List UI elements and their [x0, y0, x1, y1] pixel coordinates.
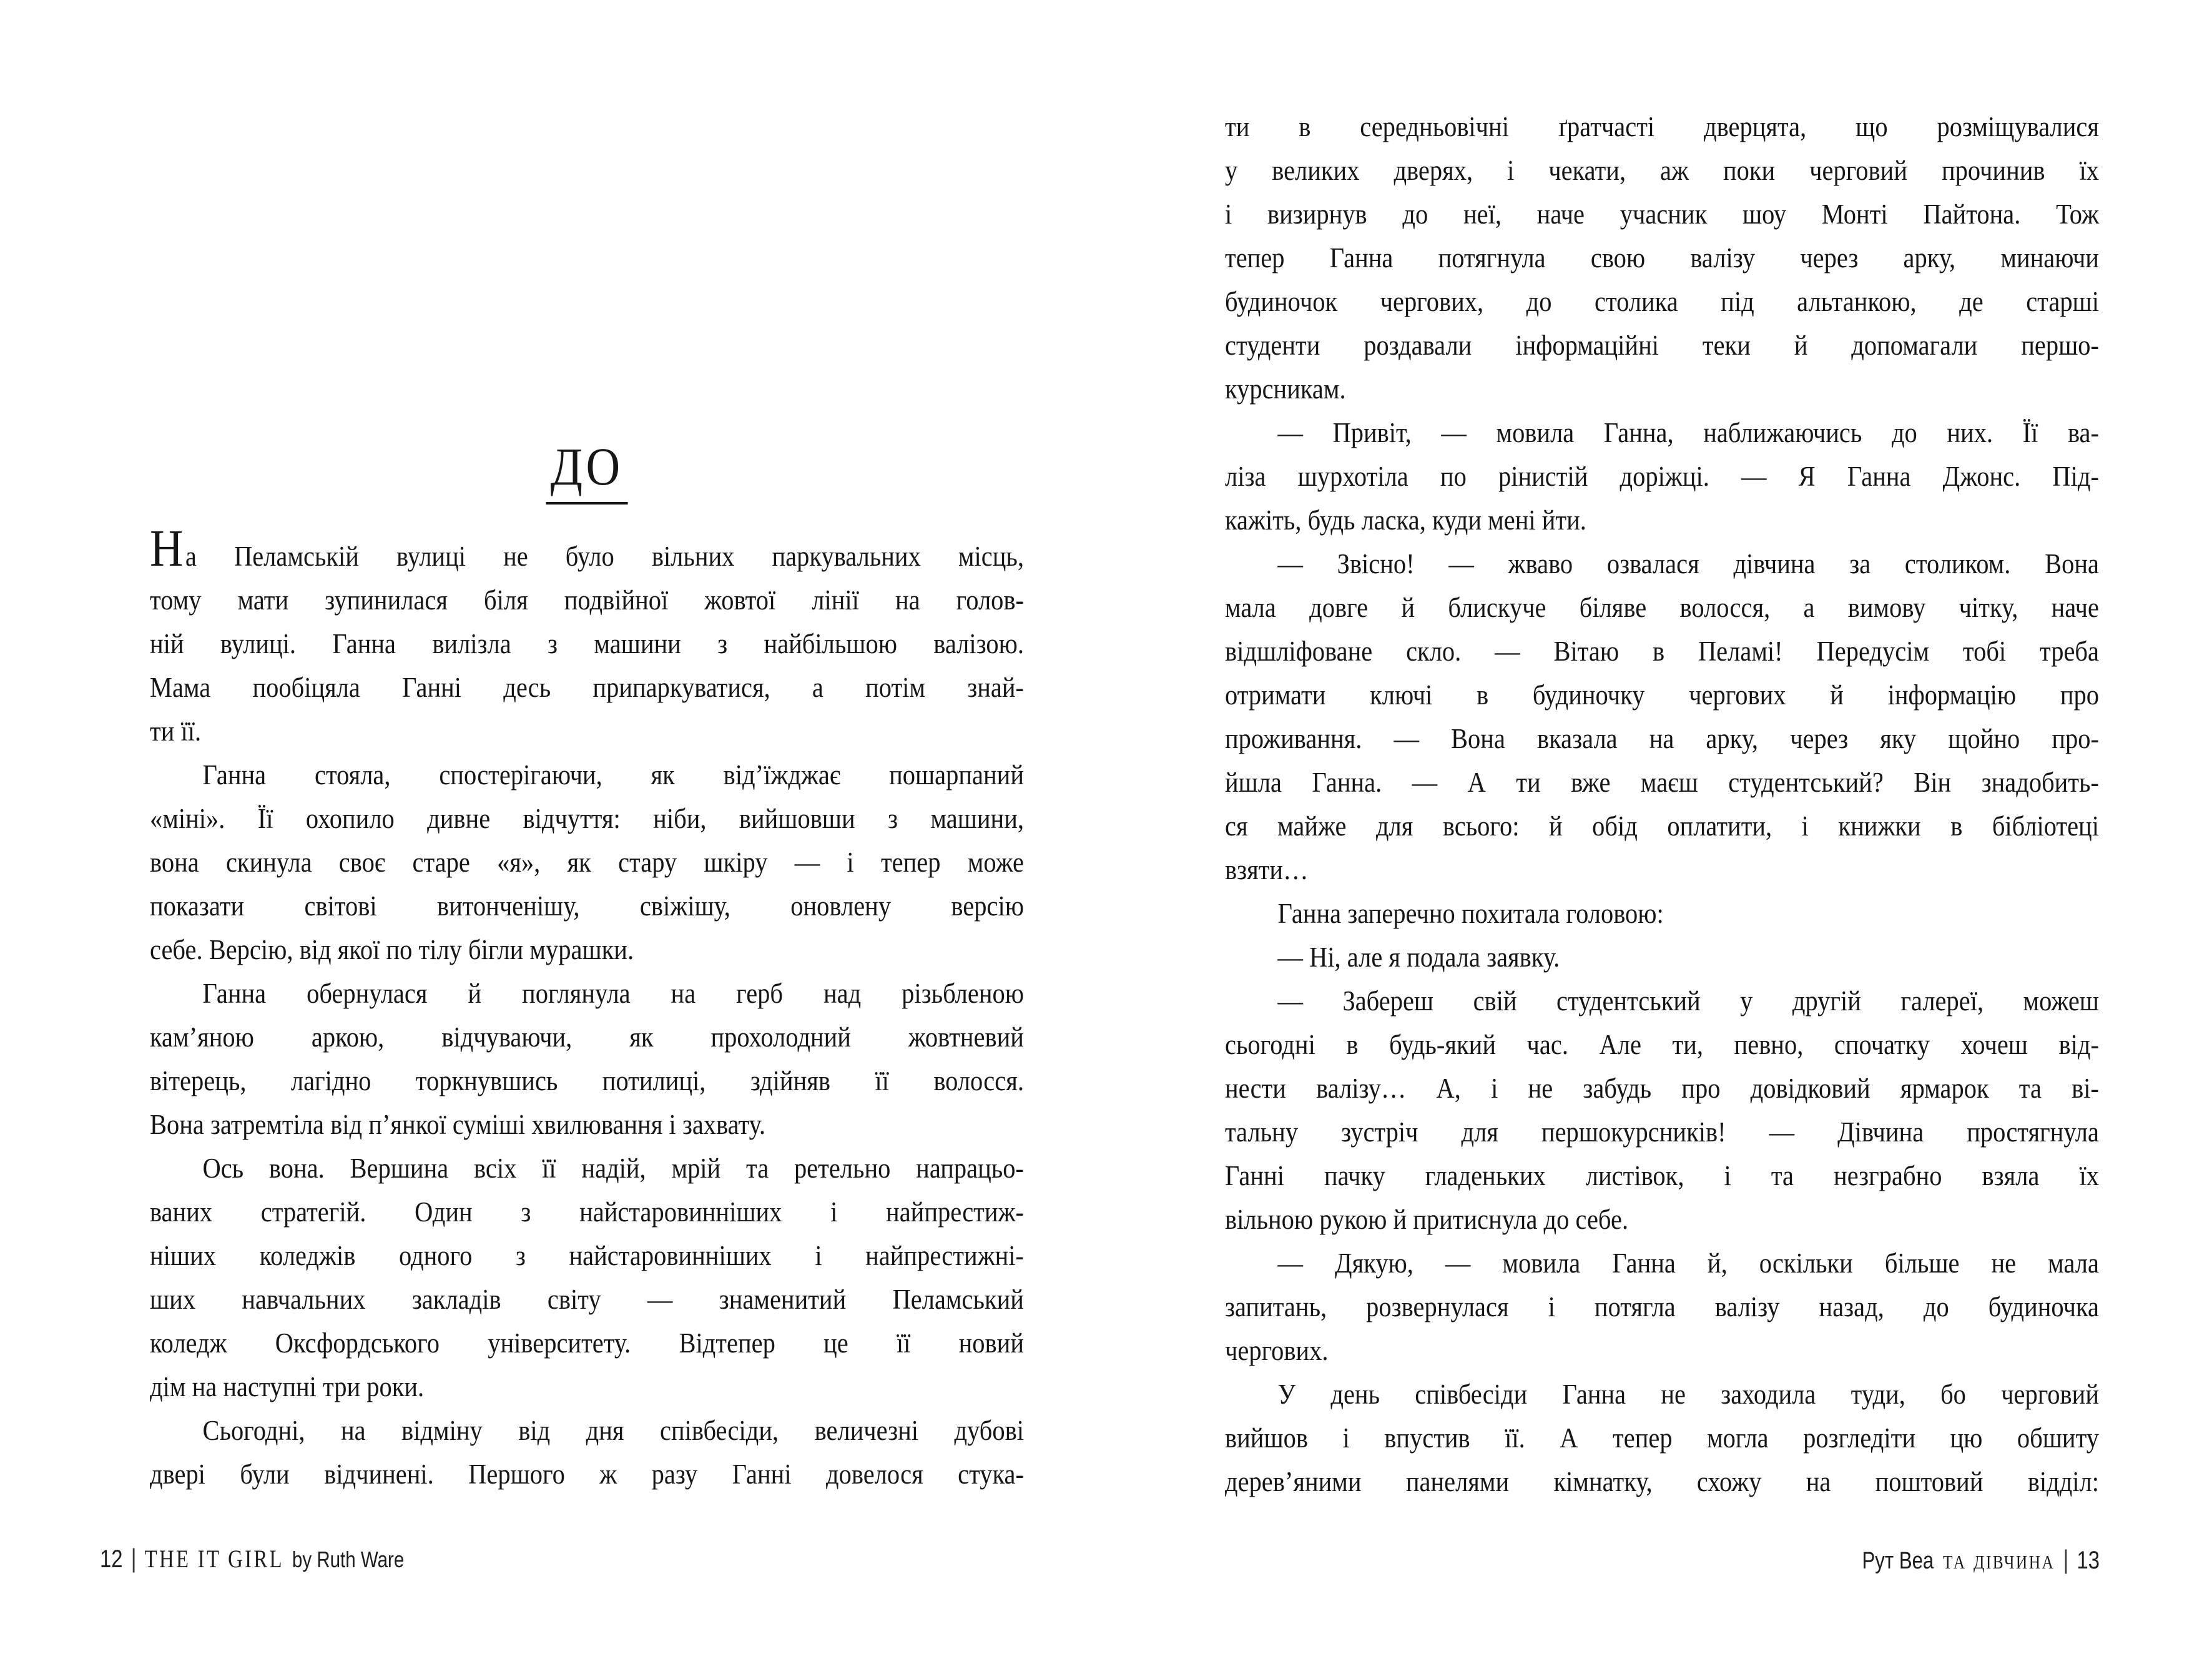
text-line: вітерець, лагідно торкнувшись потилиці, здійняв її волосся. — [150, 1065, 1024, 1096]
text-line: Сьогодні, на відміну від дня співбесіди, величезні дубові — [202, 1414, 1024, 1446]
text-line: студенти роздавали інформаційні теки й допомагали першо- — [1225, 329, 2099, 361]
text-line: Ганна обернулася й поглянула на герб над різьбленою — [202, 977, 1024, 1009]
paragraph — [1225, 542, 2099, 892]
text-line: запитань, розвернулася і потягла валізу назад, до будиночка — [1225, 1291, 2099, 1322]
text-line: дерев’яними панелями кімнатку, схожу на поштовий відділ: — [1225, 1465, 2099, 1497]
text-line: — Дякую, — мовила Ганна й, оскільки більше не мала — [1277, 1247, 2099, 1279]
text-line: На Пеламській вулиці не було вільних паркувальних місць, — [150, 519, 1024, 578]
text-line: вона скинула своє старе «я», як стару шкіру — і тепер може — [150, 846, 1024, 878]
text-line: дім на наступні три роки. — [150, 1371, 425, 1402]
paragraph — [150, 1146, 1024, 1409]
text-line: — Забереш свій студентський у другій галереї, можеш — [1277, 985, 2099, 1017]
text-line: взяти… — [1225, 854, 1309, 885]
text-line: Ганна заперечно похитала головою: — [1277, 897, 1664, 929]
paragraph — [1225, 979, 2099, 1241]
text-line: отримати ключі в будиночку чергових й інформацію про — [1225, 679, 2099, 711]
paragraph — [1225, 105, 2099, 411]
paragraph — [150, 519, 1024, 753]
text-line: ти її. — [150, 715, 202, 747]
text-line: — Привіт, — мовила Ганна, наближаючись до них. Її ва- — [1277, 416, 2099, 448]
text-line: у великих дверях, і чекати, аж поки черговий прочинив їх — [1225, 154, 2099, 186]
text-line: ніших коледжів одного з найстаровинніших і найпрестижні- — [150, 1239, 1024, 1271]
text-line: У день співбесіди Ганна не заходила туди, бо черговий — [1277, 1378, 2099, 1410]
footer-separator: | — [130, 1543, 137, 1573]
footer-separator: | — [2063, 1545, 2069, 1574]
text-line: ваних стратегій. Один з найстаровинніших і найпрестиж- — [150, 1196, 1024, 1228]
text-line: — Звісно! — жваво озвалася дівчина за столиком. Вона — [1277, 548, 2099, 579]
text-line: себе. Версію, від якої по тілу бігли мурашки. — [150, 933, 634, 965]
paragraph — [1225, 411, 2099, 542]
text-line: будиночок чергових, до столика під альтанкою, де старші — [1225, 285, 2099, 317]
byline: by Ruth Ware — [292, 1547, 405, 1572]
text-line: вийшов і впустив її. А тепер могла розгледіти цю обшиту — [1225, 1422, 2099, 1454]
text-line: коледж Оксфордського університету. Відтепер це її новий — [150, 1327, 1024, 1359]
text-line: Ганна стояла, спостерігаючи, як від’їжджає пошарпаний — [202, 759, 1024, 790]
text-line: двері були відчинені. Першого ж разу Ганні довелося стука- — [150, 1458, 1024, 1490]
text-line: Ганні пачку гладеньких листівок, і та незграбно взяла їх — [1225, 1159, 2099, 1191]
paragraph — [1225, 892, 2099, 935]
page-right-content — [1225, 105, 2099, 1504]
page-left — [150, 431, 1024, 1496]
footer-right — [1862, 1543, 2100, 1575]
text-line: тому мати зупинилася біля подвійної жовтої лінії на голов- — [150, 584, 1024, 616]
text-line: сьогодні в будь-який час. Але ти, певно, спочатку хочеш від- — [1225, 1028, 2099, 1060]
text-line: йшла Ганна. — А ти вже маєш студентський? Він знадобить- — [1225, 766, 2099, 798]
paragraph — [1225, 1372, 2099, 1504]
text-line: показати світові витонченішу, свіжішу, оновлену версію — [150, 890, 1024, 922]
text-line: курсникам. — [1225, 373, 1346, 405]
text-line: чергових. — [1225, 1334, 1329, 1366]
text-line: ній вулиці. Ганна вилізла з машини з найбільшою валізою. — [150, 628, 1024, 659]
page-right-text — [1225, 105, 2099, 1504]
text-line: кажіть, будь ласка, куди мені йти. — [1225, 504, 1586, 536]
page-right — [1225, 105, 2099, 1504]
paragraph — [1225, 935, 2099, 979]
text-line: ти в середньовічні ґратчасті дверцята, що розміщувалися — [1225, 111, 2099, 142]
running-title: та дівчина — [1942, 1544, 2055, 1575]
text-line: ся майже для всього: й обід оплатити, і книжки в бібліотеці — [1225, 810, 2099, 842]
text-line: ліза шурхотіла по рінистій доріжці. — Я Ганна Джонс. Під- — [1225, 460, 2099, 492]
raised-cap: Н — [150, 519, 185, 578]
page-number: 13 — [2077, 1547, 2100, 1574]
chapter-heading: ДО — [546, 440, 628, 505]
text-line: «міні». Її охопило дивне відчуття: ніби, вийшовши з машини, — [150, 802, 1024, 834]
paragraph — [150, 1409, 1024, 1496]
author-name: Рут Веа — [1862, 1548, 1934, 1574]
page-left-text — [150, 519, 1024, 1496]
footer-left — [100, 1543, 404, 1573]
page-number: 12 — [100, 1545, 123, 1573]
chapter-heading-wrap — [150, 436, 1024, 505]
text-line: відшліфоване скло. — Вітаю в Пеламі! Передусім тобі треба — [1225, 635, 2099, 667]
text-line: вільною рукою й притиснула до себе. — [1225, 1203, 1629, 1235]
text-line: ших навчальних закладів світу — знаменитий Пеламський — [150, 1283, 1024, 1315]
text-line: тепер Ганна потягнула свою валізу через арку, минаючи — [1225, 242, 2099, 273]
text-line: Вона затремтіла від п’янкої суміші хвилювання і захвату. — [150, 1108, 765, 1140]
text-line: нести валізу… А, і не забудь про довідковий ярмарок та ві- — [1225, 1072, 2099, 1104]
text-line: тальну зустріч для першокурсників! — Дівчина простягнула — [1225, 1116, 2099, 1148]
text-line: проживання. — Вона вказала на арку, через яку щойно про- — [1225, 722, 2099, 754]
paragraph — [150, 972, 1024, 1146]
page-left-content — [150, 436, 1024, 1496]
paragraph — [150, 753, 1024, 972]
text-line: і визирнув до неї, наче учасник шоу Монті Пайтона. Тож — [1225, 198, 2099, 230]
text-line: — Ні, але я подала заявку. — [1277, 941, 1560, 973]
book-title: THE IT GIRL — [144, 1545, 284, 1573]
text-line: мала довге й блискуче біляве волосся, а вимову чітку, наче — [1225, 591, 2099, 623]
text-line: Мама пообіцяла Ганні десь припаркуватися, а потім знай- — [150, 671, 1024, 703]
text-line: кам’яною аркою, відчуваючи, як прохолодний жовтневий — [150, 1021, 1024, 1053]
paragraph — [1225, 1241, 2099, 1372]
text-line: Ось вона. Вершина всіх її надій, мрій та ретельно напрацьо- — [202, 1152, 1024, 1184]
